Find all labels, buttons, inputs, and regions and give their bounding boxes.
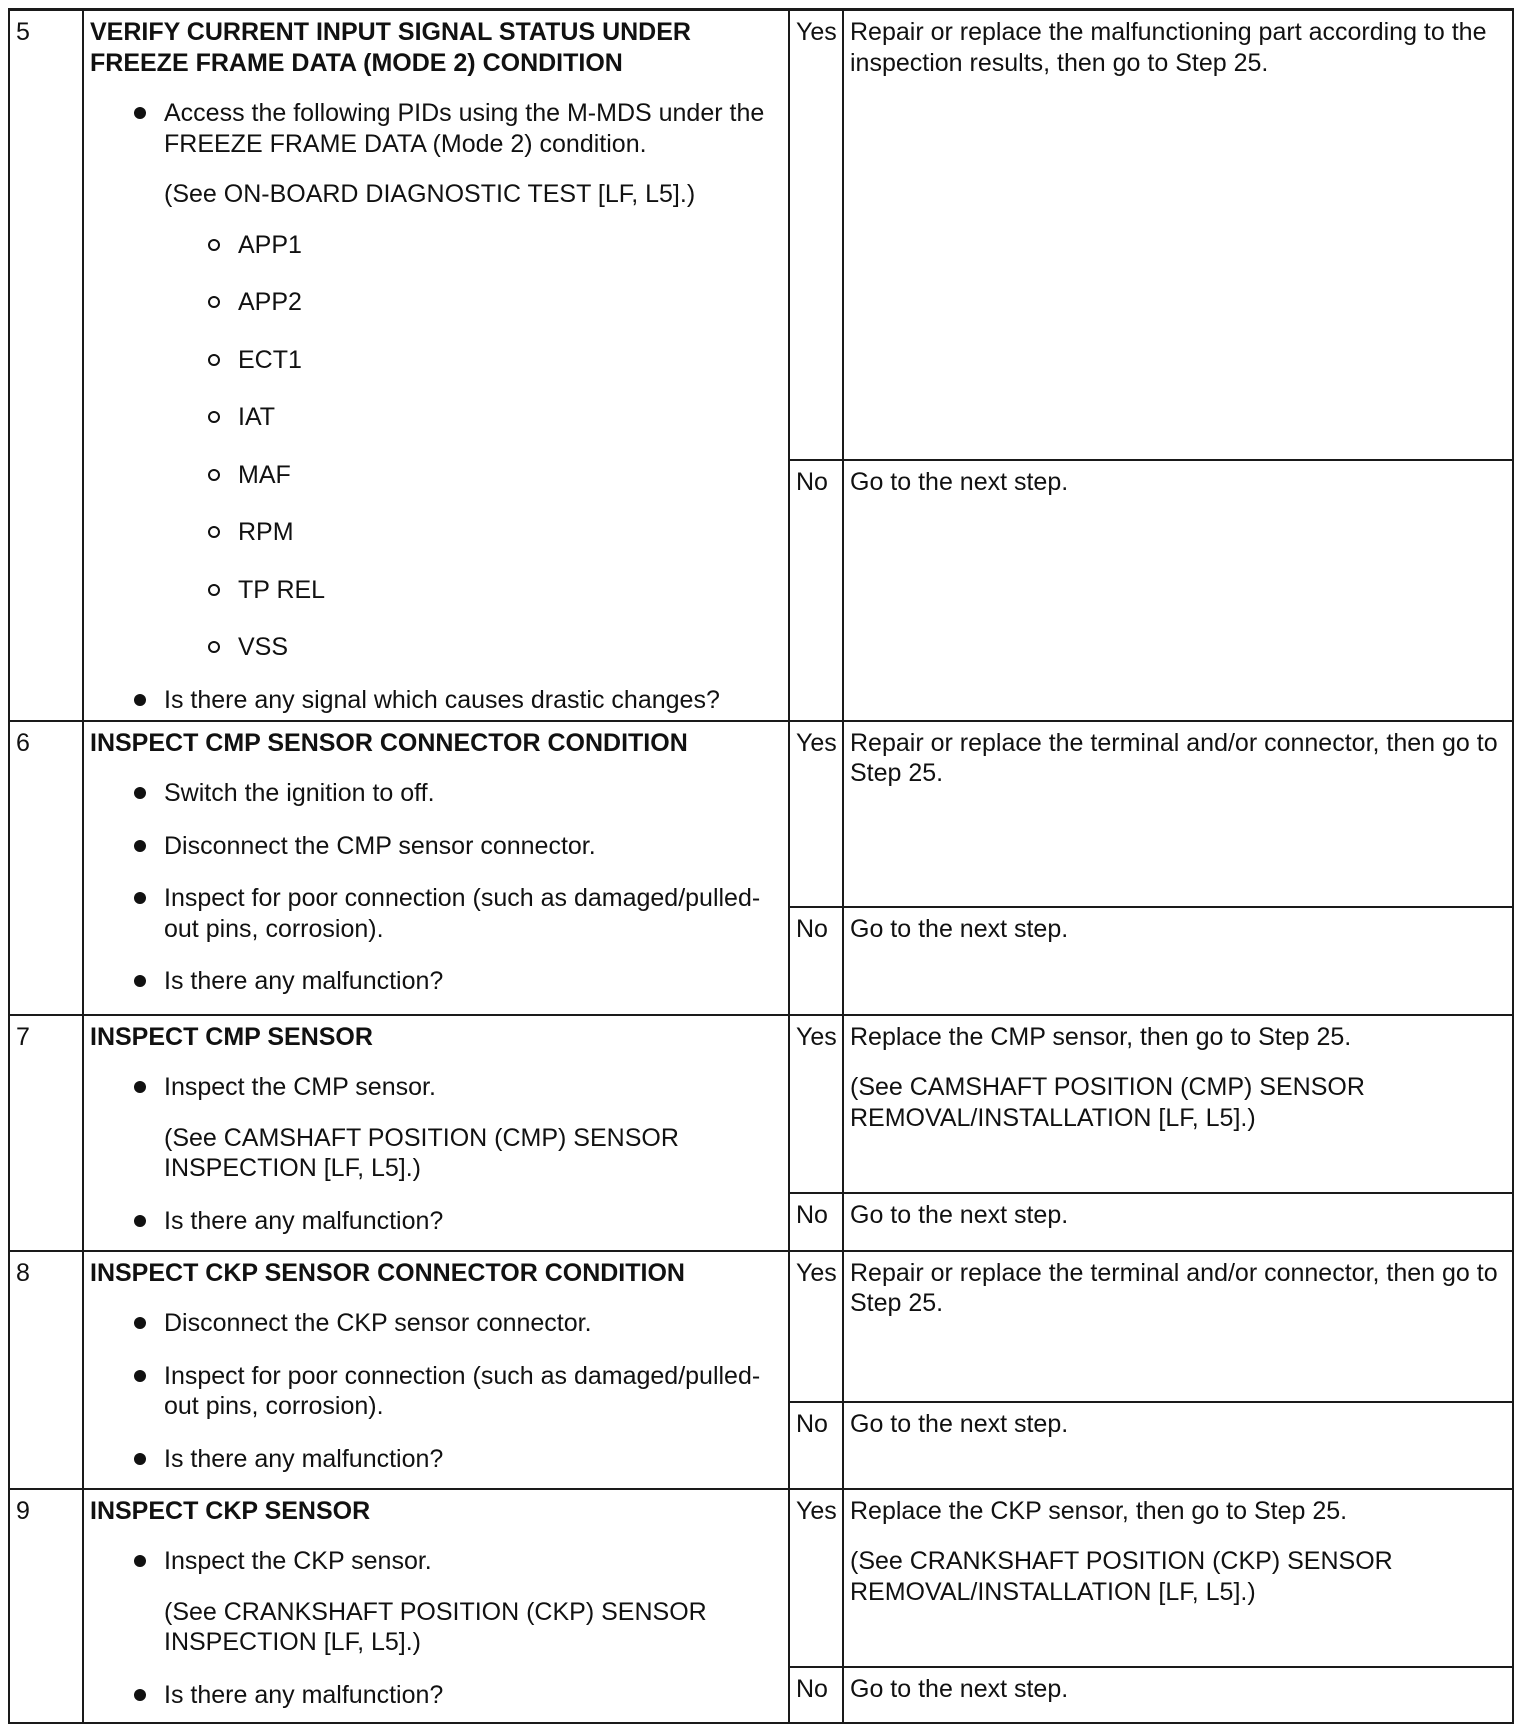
step-number: 5	[9, 10, 83, 721]
step-number: 7	[9, 1015, 83, 1251]
bullet-item: Inspect for poor connection (such as damaged/pulled-out pins, corrosion).	[134, 883, 782, 944]
pid-list	[164, 230, 782, 663]
bullet-text: Inspect the CMP sensor.	[164, 1073, 436, 1101]
step-6-yes-row	[9, 721, 1513, 907]
no-label: No	[789, 460, 843, 721]
step-5-yes-row	[9, 10, 1513, 460]
no-label: No	[789, 1667, 843, 1723]
step-bullets	[90, 1546, 782, 1710]
yes-result: Repair or replace the terminal and/or connector, then go to Step 25.	[843, 721, 1513, 907]
diagnostic-table	[8, 8, 1514, 1724]
step-8-yes-row	[9, 1251, 1513, 1402]
result-text: Replace the CMP sensor, then go to Step 25.	[850, 1022, 1352, 1051]
reference-text: (See CRANKSHAFT POSITION (CKP) SENSOR INSPECTION [LF, L5].)	[164, 1597, 707, 1656]
no-result: Go to the next step.	[843, 1402, 1513, 1489]
no-result: Go to the next step.	[843, 1193, 1513, 1251]
bullet-item	[134, 98, 782, 663]
bullet-item	[134, 1072, 782, 1184]
bullet-item: Is there any malfunction?	[134, 1444, 782, 1475]
step-title: VERIFY CURRENT INPUT SIGNAL STATUS UNDER FREEZE FRAME DATA (MODE 2) CONDITION	[90, 18, 691, 77]
no-result: Go to the next step.	[843, 460, 1513, 721]
yes-result	[843, 1489, 1513, 1667]
step-title: INSPECT CKP SENSOR	[90, 1496, 371, 1525]
bullet-item: Is there any malfunction?	[134, 1206, 782, 1237]
bullet-item: Disconnect the CKP sensor connector.	[134, 1308, 782, 1339]
step-bullets	[90, 778, 782, 997]
yes-label: Yes	[789, 1015, 843, 1193]
yes-label: Yes	[789, 1489, 843, 1667]
step-title: INSPECT CMP SENSOR CONNECTOR CONDITION	[90, 728, 688, 757]
step-action	[83, 1015, 789, 1251]
pid-item: VSS	[208, 632, 782, 663]
result-reference: (See CRANKSHAFT POSITION (CKP) SENSOR REMOVAL/INSTALLATION [LF, L5].)	[850, 1547, 1393, 1606]
step-bullets	[90, 1308, 782, 1474]
yes-label: Yes	[789, 10, 843, 460]
step-number: 8	[9, 1251, 83, 1489]
yes-result: Repair or replace the malfunctioning part according to the inspection results, then go to Step 25.	[843, 10, 1513, 460]
yes-label: Yes	[789, 1251, 843, 1402]
result-reference: (See CAMSHAFT POSITION (CMP) SENSOR REMOVAL/INSTALLATION [LF, L5].)	[850, 1073, 1365, 1132]
result-text: Replace the CKP sensor, then go to Step 25.	[850, 1496, 1348, 1525]
step-7-yes-row	[9, 1015, 1513, 1193]
step-9-yes-row	[9, 1489, 1513, 1667]
pid-item: APP1	[208, 230, 782, 261]
step-action	[83, 1489, 789, 1723]
pid-item: ECT1	[208, 345, 782, 376]
yes-label: Yes	[789, 721, 843, 907]
step-number: 9	[9, 1489, 83, 1723]
no-result: Go to the next step.	[843, 907, 1513, 1015]
yes-result	[843, 1015, 1513, 1193]
bullet-item: Is there any malfunction?	[134, 1680, 782, 1711]
bullet-item: Switch the ignition to off.	[134, 778, 782, 809]
pid-item: MAF	[208, 460, 782, 491]
no-label: No	[789, 1402, 843, 1489]
bullet-item: Is there any signal which causes drastic changes?	[134, 685, 782, 716]
yes-result: Repair or replace the terminal and/or connector, then go to Step 25.	[843, 1251, 1513, 1402]
bullet-item	[134, 1546, 782, 1658]
bullet-item: Disconnect the CMP sensor connector.	[134, 831, 782, 862]
step-title: INSPECT CMP SENSOR	[90, 1022, 373, 1051]
step-bullets	[90, 1072, 782, 1236]
no-label: No	[789, 1193, 843, 1251]
step-bullets	[90, 98, 782, 715]
no-label: No	[789, 907, 843, 1015]
reference-text: (See CAMSHAFT POSITION (CMP) SENSOR INSPECTION [LF, L5].)	[164, 1123, 679, 1182]
bullet-item: Inspect for poor connection (such as damaged/pulled-out pins, corrosion).	[134, 1361, 782, 1422]
bullet-text: Access the following PIDs using the M-MDS under the FREEZE FRAME DATA (Mode 2) condition.	[164, 99, 765, 158]
bullet-text: Inspect the CKP sensor.	[164, 1547, 432, 1575]
step-action	[83, 10, 789, 721]
reference-text: (See ON-BOARD DIAGNOSTIC TEST [LF, L5].)	[164, 180, 696, 208]
pid-item: IAT	[208, 402, 782, 433]
bullet-item: Is there any malfunction?	[134, 966, 782, 997]
step-number: 6	[9, 721, 83, 1015]
no-result: Go to the next step.	[843, 1667, 1513, 1723]
step-title: INSPECT CKP SENSOR CONNECTOR CONDITION	[90, 1258, 685, 1287]
pid-item: RPM	[208, 517, 782, 548]
pid-item: TP REL	[208, 575, 782, 606]
step-action	[83, 721, 789, 1015]
pid-item: APP2	[208, 287, 782, 318]
step-action	[83, 1251, 789, 1489]
